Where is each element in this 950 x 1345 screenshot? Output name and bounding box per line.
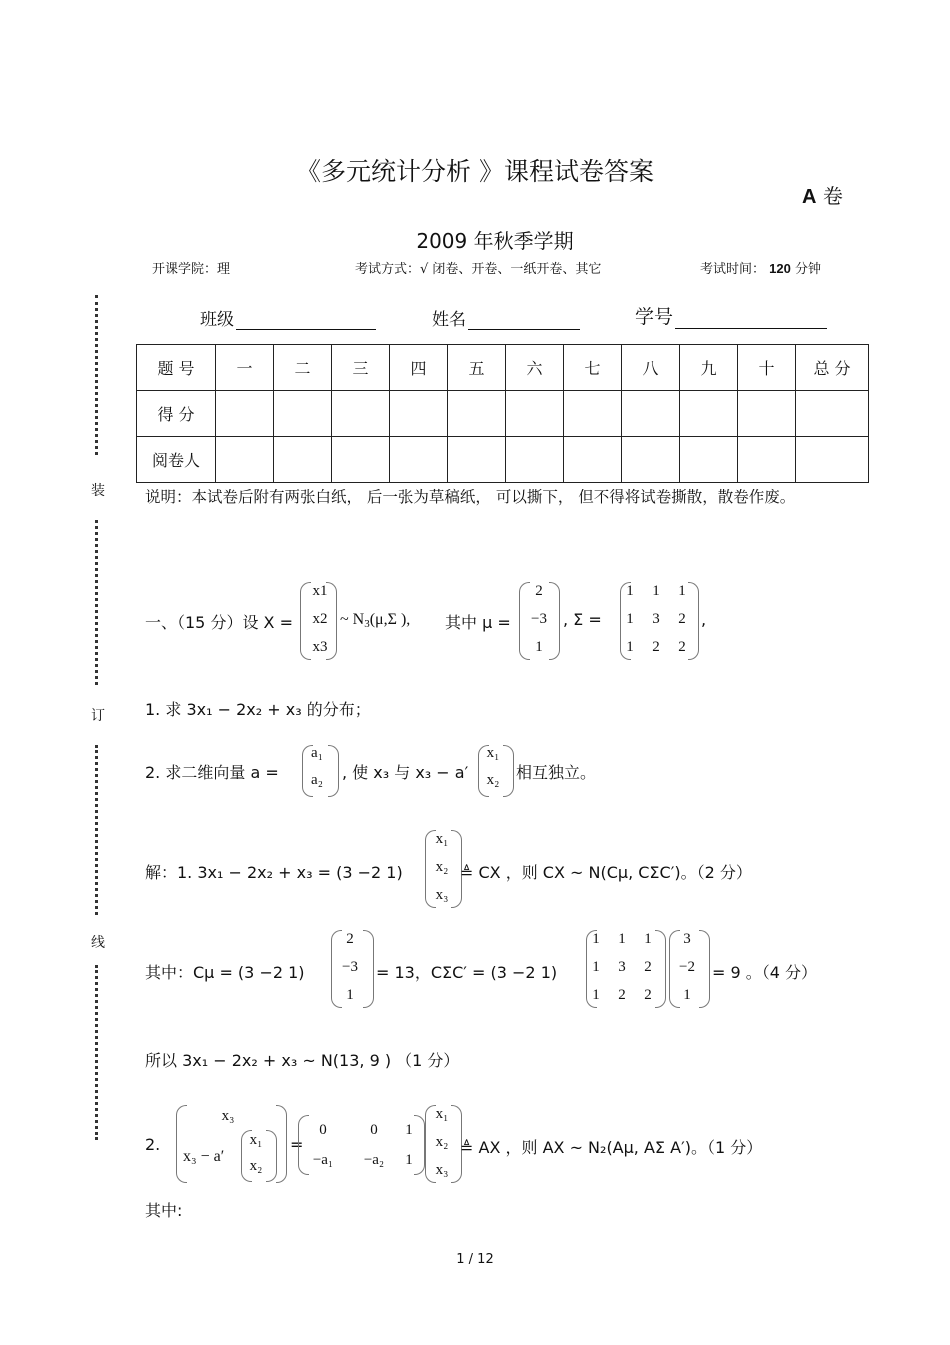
right-paren (549, 582, 560, 660)
right-paren (688, 582, 699, 660)
binding-dotted-line (95, 965, 98, 1140)
score-table (136, 344, 869, 483)
solution-3: 所以 3x₁ − 2x₂ + x₃ ~ N(13, 9 ) （1 分） (145, 1051, 460, 1070)
x-entry: x₁ (249, 1132, 263, 1148)
document-title: 《多元统计分析 》课程试卷答案 (296, 157, 654, 186)
sigma-entry: 1 (626, 583, 634, 599)
header-cell: 三 (332, 345, 390, 391)
grader-cell[interactable] (216, 437, 274, 483)
grader-cell[interactable] (738, 437, 796, 483)
q1-dist (340, 611, 410, 630)
mu-entry: 2 (535, 583, 543, 599)
exam-time-unit: 分钟 (795, 262, 822, 277)
right-paren (363, 930, 374, 1008)
sigma-entry: 1 (592, 931, 600, 947)
dist-args: (μ,Σ ), (369, 611, 411, 628)
grader-row-label: 阅卷人 (137, 437, 216, 483)
sigma-entry: 2 (644, 959, 652, 975)
x-entry: x₃ (435, 887, 449, 903)
dist-subscript: 3 (364, 618, 370, 630)
sigma-entry: 2 (644, 987, 652, 1003)
x-entry: x₂ (486, 772, 500, 788)
header-cell: 十 (738, 345, 796, 391)
binding-char-middle: 订 (91, 708, 105, 724)
sigma-entry: 1 (652, 583, 660, 599)
c-entry: 3 (683, 931, 691, 947)
right-paren (326, 582, 337, 660)
matrix-entry: 0 (319, 1122, 327, 1138)
grader-cell[interactable] (390, 437, 448, 483)
name-field[interactable] (432, 305, 580, 330)
score-cell[interactable] (506, 391, 564, 437)
matrix-entry: −a₂ (363, 1152, 385, 1168)
solution-4-suffix: ≜ AX ，则 AX ~ N₂(Aμ, AΣ A′)。（1 分） (460, 1138, 763, 1157)
score-row (137, 391, 869, 437)
a-entry: a₁ (311, 745, 323, 761)
exam-time (700, 258, 821, 277)
solution-4-prefix: 2. (145, 1135, 161, 1154)
score-cell[interactable] (216, 391, 274, 437)
class-field[interactable] (200, 305, 376, 330)
grader-cell[interactable] (274, 437, 332, 483)
mu-entry: −3 (531, 611, 547, 627)
right-paren (328, 745, 339, 797)
paper-word: 卷 (822, 184, 843, 208)
header-cell: 一 (216, 345, 274, 391)
grader-row (137, 437, 869, 483)
x-entry: x₂ (435, 859, 449, 875)
q1-prefix: 一、（15 分）设 X = (145, 613, 293, 632)
sigma-entry: 2 (652, 639, 660, 655)
subquestion-2-middle: , 使 x₃ 与 x₃ − a′ (342, 763, 469, 782)
left-paren (176, 1105, 187, 1183)
college: 开课学院：理 (152, 262, 231, 277)
solution-2-suffix: = 9 。（4 分） (712, 963, 818, 982)
mu-entry: 2 (346, 931, 354, 947)
binding-dotted-line (95, 745, 98, 915)
grader-cell[interactable] (448, 437, 506, 483)
paper-letter: A (802, 186, 817, 208)
matrix-entry: 1 (405, 1122, 413, 1138)
x-entry: x₁ (486, 745, 500, 761)
sigma-entry: 1 (644, 931, 652, 947)
matrix-entry: 0 (370, 1122, 378, 1138)
solution-1-suffix: ≜ CX ，则 CX ~ N(Cμ, CΣC′)。（2 分） (460, 863, 752, 882)
score-row-label: 得 分 (137, 391, 216, 437)
sigma-label: , Σ = (563, 610, 602, 629)
sigma-entry: 2 (618, 987, 626, 1003)
solution-2-prefix: 其中：Cμ = (3 −2 1) (145, 963, 305, 982)
header-cell: 九 (680, 345, 738, 391)
score-cell[interactable] (796, 391, 869, 437)
x-entry: x₁ (435, 1106, 449, 1122)
name-label: 姓名 (432, 310, 466, 330)
grader-cell[interactable] (622, 437, 680, 483)
semester: 2009 年秋季学期 (416, 229, 574, 253)
x-entry: x₂ (435, 1134, 449, 1150)
sigma-entry: 1 (626, 611, 634, 627)
binding-dotted-line (95, 295, 98, 455)
x-entry: x₃ (435, 1162, 449, 1178)
page-number: 1 / 12 (456, 1252, 494, 1267)
name-underline[interactable] (468, 309, 580, 330)
c-entry: 1 (683, 987, 691, 1003)
vector-entry: x₃ (221, 1108, 235, 1124)
sigma-entry: 1 (592, 959, 600, 975)
sigma-entry: 1 (678, 583, 686, 599)
grader-cell[interactable] (680, 437, 738, 483)
binding-char-bottom: 线 (91, 935, 105, 951)
vector-entry: x2 (312, 611, 328, 627)
binding-dotted-line (95, 520, 98, 685)
subquestion-1: 1. 求 3x₁ − 2x₂ + x₃ 的分布； (145, 700, 371, 719)
exam-time-value: 120 (769, 261, 791, 276)
mu-entry: 1 (535, 639, 543, 655)
grader-cell[interactable] (564, 437, 622, 483)
score-cell[interactable] (564, 391, 622, 437)
a-entry: a₂ (311, 772, 323, 788)
right-paren (276, 1105, 287, 1183)
student-no-field[interactable] (635, 302, 827, 329)
sigma-entry: 2 (678, 611, 686, 627)
right-paren (655, 930, 666, 1008)
score-cell[interactable] (680, 391, 738, 437)
mu-entry: −3 (342, 959, 358, 975)
grader-cell[interactable] (506, 437, 564, 483)
dist-symbol: ~ N (340, 611, 365, 628)
score-cell[interactable] (332, 391, 390, 437)
class-underline[interactable] (236, 309, 376, 330)
sigma-entry: 1 (626, 639, 634, 655)
solution-1-prefix: 解：1. 3x₁ − 2x₂ + x₃ = (3 −2 1) (145, 863, 403, 882)
header-cell: 五 (448, 345, 506, 391)
x-entry: x₁ (435, 831, 449, 847)
header-cell: 总 分 (796, 345, 869, 391)
header-cell: 七 (564, 345, 622, 391)
sigma-entry: 2 (678, 639, 686, 655)
header-cell: 八 (622, 345, 680, 391)
vector-entry: x1 (312, 583, 328, 599)
right-paren (699, 930, 710, 1008)
right-paren (503, 745, 514, 797)
score-cell[interactable] (274, 391, 332, 437)
class-label: 班级 (200, 310, 234, 330)
binding-char-top: 装 (91, 483, 105, 499)
exam-time-label: 考试时间： (700, 262, 766, 277)
student-no-underline[interactable] (675, 308, 827, 329)
score-cell[interactable] (738, 391, 796, 437)
score-header-row (137, 345, 869, 391)
vector-entry: x₃ − a′ (183, 1148, 225, 1165)
mu-entry: 1 (346, 987, 354, 1003)
sigma-entry: 3 (618, 959, 626, 975)
exam-instructions: 说明：本试卷后附有两张白纸， 后一张为草稿纸， 可以撕下， 但不得将试卷撕散，散卷作废。 (145, 488, 796, 506)
q1-end: , (701, 610, 707, 629)
subquestion-2-suffix: 相互独立。 (516, 763, 597, 782)
score-cell[interactable] (390, 391, 448, 437)
grader-cell[interactable] (796, 437, 869, 483)
header-cell: 四 (390, 345, 448, 391)
sigma-entry: 3 (652, 611, 660, 627)
q1-where: 其中 μ = (445, 613, 511, 632)
vector-entry: x3 (312, 639, 328, 655)
student-no-label: 学号 (635, 306, 674, 328)
matrix-entry: −a₁ (312, 1152, 334, 1168)
solution-2-mid: = 13，CΣC′ = (3 −2 1) (376, 963, 558, 982)
c-entry: −2 (679, 959, 695, 975)
header-cell: 二 (274, 345, 332, 391)
header-cell: 题 号 (137, 345, 216, 391)
grader-cell[interactable] (332, 437, 390, 483)
exam-method: 考试方式：√ 闭卷、开卷、一纸开卷、其它 (355, 262, 602, 277)
paper-label (802, 180, 843, 209)
header-cell: 六 (506, 345, 564, 391)
sigma-entry: 1 (618, 931, 626, 947)
score-cell[interactable] (448, 391, 506, 437)
sigma-entry: 1 (592, 987, 600, 1003)
solution-5: 其中: (145, 1201, 183, 1220)
subquestion-2-prefix: 2. 求二维向量 a = (145, 763, 279, 782)
equals: = (290, 1135, 304, 1154)
score-cell[interactable] (622, 391, 680, 437)
x-entry: x₂ (249, 1158, 263, 1174)
matrix-entry: 1 (405, 1152, 413, 1168)
right-paren (414, 1115, 425, 1175)
